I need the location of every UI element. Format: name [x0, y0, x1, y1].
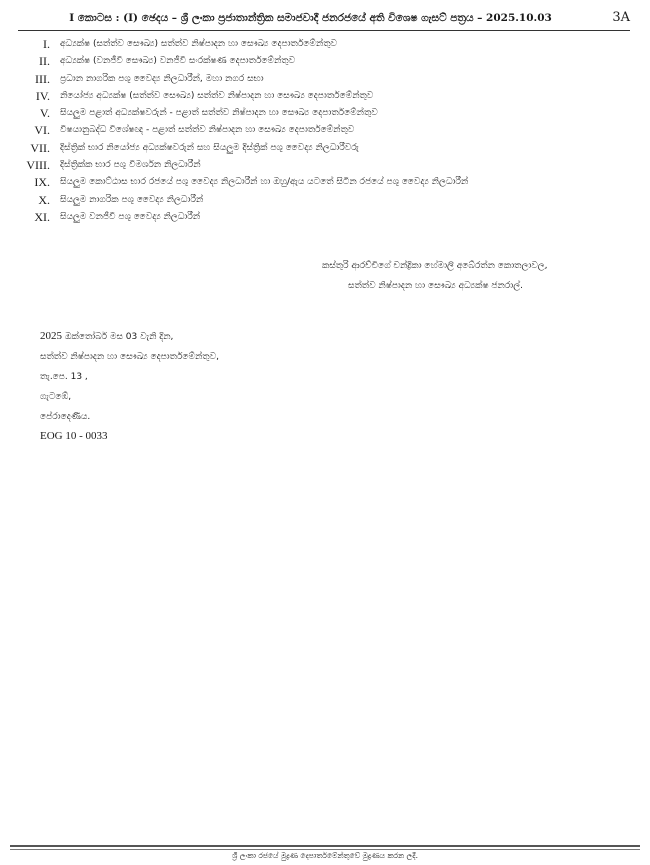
- gazette-header: I කොටස : (I) ඡෙදය – ශ්‍රී ලංකා ප්‍රජාතාන්ත්‍රික සමාජවාදී ජනරජයේ අති විශෙෂ ගැසට් පත්‍රය – 2025.10.03: [69, 12, 552, 24]
- footer-divider-thin: [10, 849, 640, 850]
- list-item-text: විෂයානුබද්ධ විශේෂඥ - පළාත් සත්ත්ව නිෂ්පාදන හා සෞඛ්‍ය දෙපාර්තමේන්තුව: [60, 125, 355, 136]
- list-item-text: දිස්ත්‍රික් භාර නියෝජ්‍ය අධ්‍යක්ෂවරුන් සහ සියලුම දිස්ත්‍රික් පශු වෛද්‍ය නිලධාරීවරු: [60, 142, 359, 153]
- list-item: [18, 71, 618, 88]
- list-item-text: දිස්ත්‍රික්ක භාර පශු විමර්ශන නිලධාරීන්: [60, 160, 201, 171]
- list-item: [18, 174, 618, 191]
- printer-footer: ශ්‍රී ලංකා රජයේ මුද්‍රණ දෙපාර්තමේන්තුවේ මුද්‍රණය කරන ලදී.: [232, 851, 418, 860]
- list-item-text: ප්‍රධාන නාගරික පශු වෛද්‍ය නිලධාරීන්, මහා නගර සභා: [60, 73, 264, 84]
- list-numeral: V.: [39, 106, 50, 121]
- footer-divider: [10, 845, 640, 847]
- list-item: [18, 36, 618, 53]
- list-item: [18, 209, 618, 226]
- signatory-title: සත්ත්ව නිෂ්පාදන හා සෞඛ්‍ය අධ්‍යක්ෂ ජනරාල්.: [348, 281, 523, 291]
- signatory-name: කස්තුරි ආරච්චිගේ චන්ද්‍රිකා හේමාලි අබේරත්න කොතලාවල,: [322, 261, 548, 271]
- address-block: [40, 326, 219, 427]
- list-item: [18, 192, 618, 209]
- list-item-text: සියලුම වනජීවී පශු වෛද්‍ය නිලධාරීන්: [60, 211, 201, 222]
- list-item-text: සියලුම නාගරික පශු වෛද්‍ය නිලධාරීන්: [60, 194, 204, 205]
- distribution-list: [18, 36, 618, 226]
- address-line: සත්ත්ව නිෂ්පාදන හා සෞඛ්‍ය දෙපාර්තමේන්තුව,: [40, 352, 219, 362]
- list-numeral: I.: [43, 37, 50, 51]
- list-item-text: සියලුම කොට්ඨාස භාර රජයේ පශු වෛද්‍ය නිලධාරීන් හා ඔහු/ඇය යටතේ සිටින රජයේ පශු වෛද්‍ය නිලධාරීන්: [60, 177, 469, 188]
- list-item-text: නියෝජ්‍ය අධ්‍යක්ෂ (සත්ත්ව සෞඛ්‍ය) සත්ත්ව නිෂ්පාදන හා සෞඛ්‍ය දෙපාර්තමේන්තුව: [60, 90, 374, 101]
- list-numeral: IX.: [34, 175, 50, 190]
- list-numeral: XI.: [34, 209, 50, 224]
- list-item: [18, 157, 618, 174]
- reference-code: EOG 10 - 0033: [40, 430, 108, 442]
- list-item-text: අධ්‍යක්ෂ (වනජීවී සෞඛ්‍ය) වනජීවී සංරක්ෂණ දෙපාර්තමේන්තුව: [60, 56, 296, 67]
- issue-year: 2025: [40, 330, 62, 342]
- list-item: [18, 105, 618, 122]
- header-divider: [18, 30, 630, 31]
- issue-date-rest: ඔක්තෝබර් මස 03 වැනි දින,: [64, 332, 174, 342]
- list-item-text: සියලුම පළාත් අධ්‍යක්ෂවරුන් - පළාත් සත්ත්ව නිෂ්පාදන හා සෞඛ්‍ය දෙපාර්තමේන්තුව: [60, 108, 378, 119]
- address-line: පේරාදෙණිය.: [40, 412, 91, 422]
- list-numeral: X.: [38, 192, 50, 207]
- list-item: [18, 53, 618, 70]
- list-numeral: VI.: [34, 123, 50, 138]
- list-numeral: III.: [35, 71, 50, 86]
- issue-date: [40, 326, 219, 347]
- address-line: තැ.පෙ. 13 ,: [40, 372, 88, 382]
- list-numeral: VII.: [30, 140, 50, 155]
- list-numeral: VIII.: [26, 158, 50, 173]
- list-item-text: අධ්‍යක්ෂ (සත්ත්ව සෞඛ්‍ය) සත්ත්ව නිෂ්පාදන හා සෞඛ්‍ය දෙපාර්තමේන්තුව: [60, 39, 337, 49]
- list-item: [18, 88, 618, 105]
- address-line: ගැටඹේ,: [40, 392, 72, 402]
- list-item: [18, 140, 618, 157]
- signature-block: [300, 256, 620, 296]
- page-number: 3A: [612, 10, 630, 25]
- list-numeral: IV.: [35, 88, 50, 103]
- list-numeral: II.: [39, 54, 50, 69]
- list-item: [18, 122, 618, 139]
